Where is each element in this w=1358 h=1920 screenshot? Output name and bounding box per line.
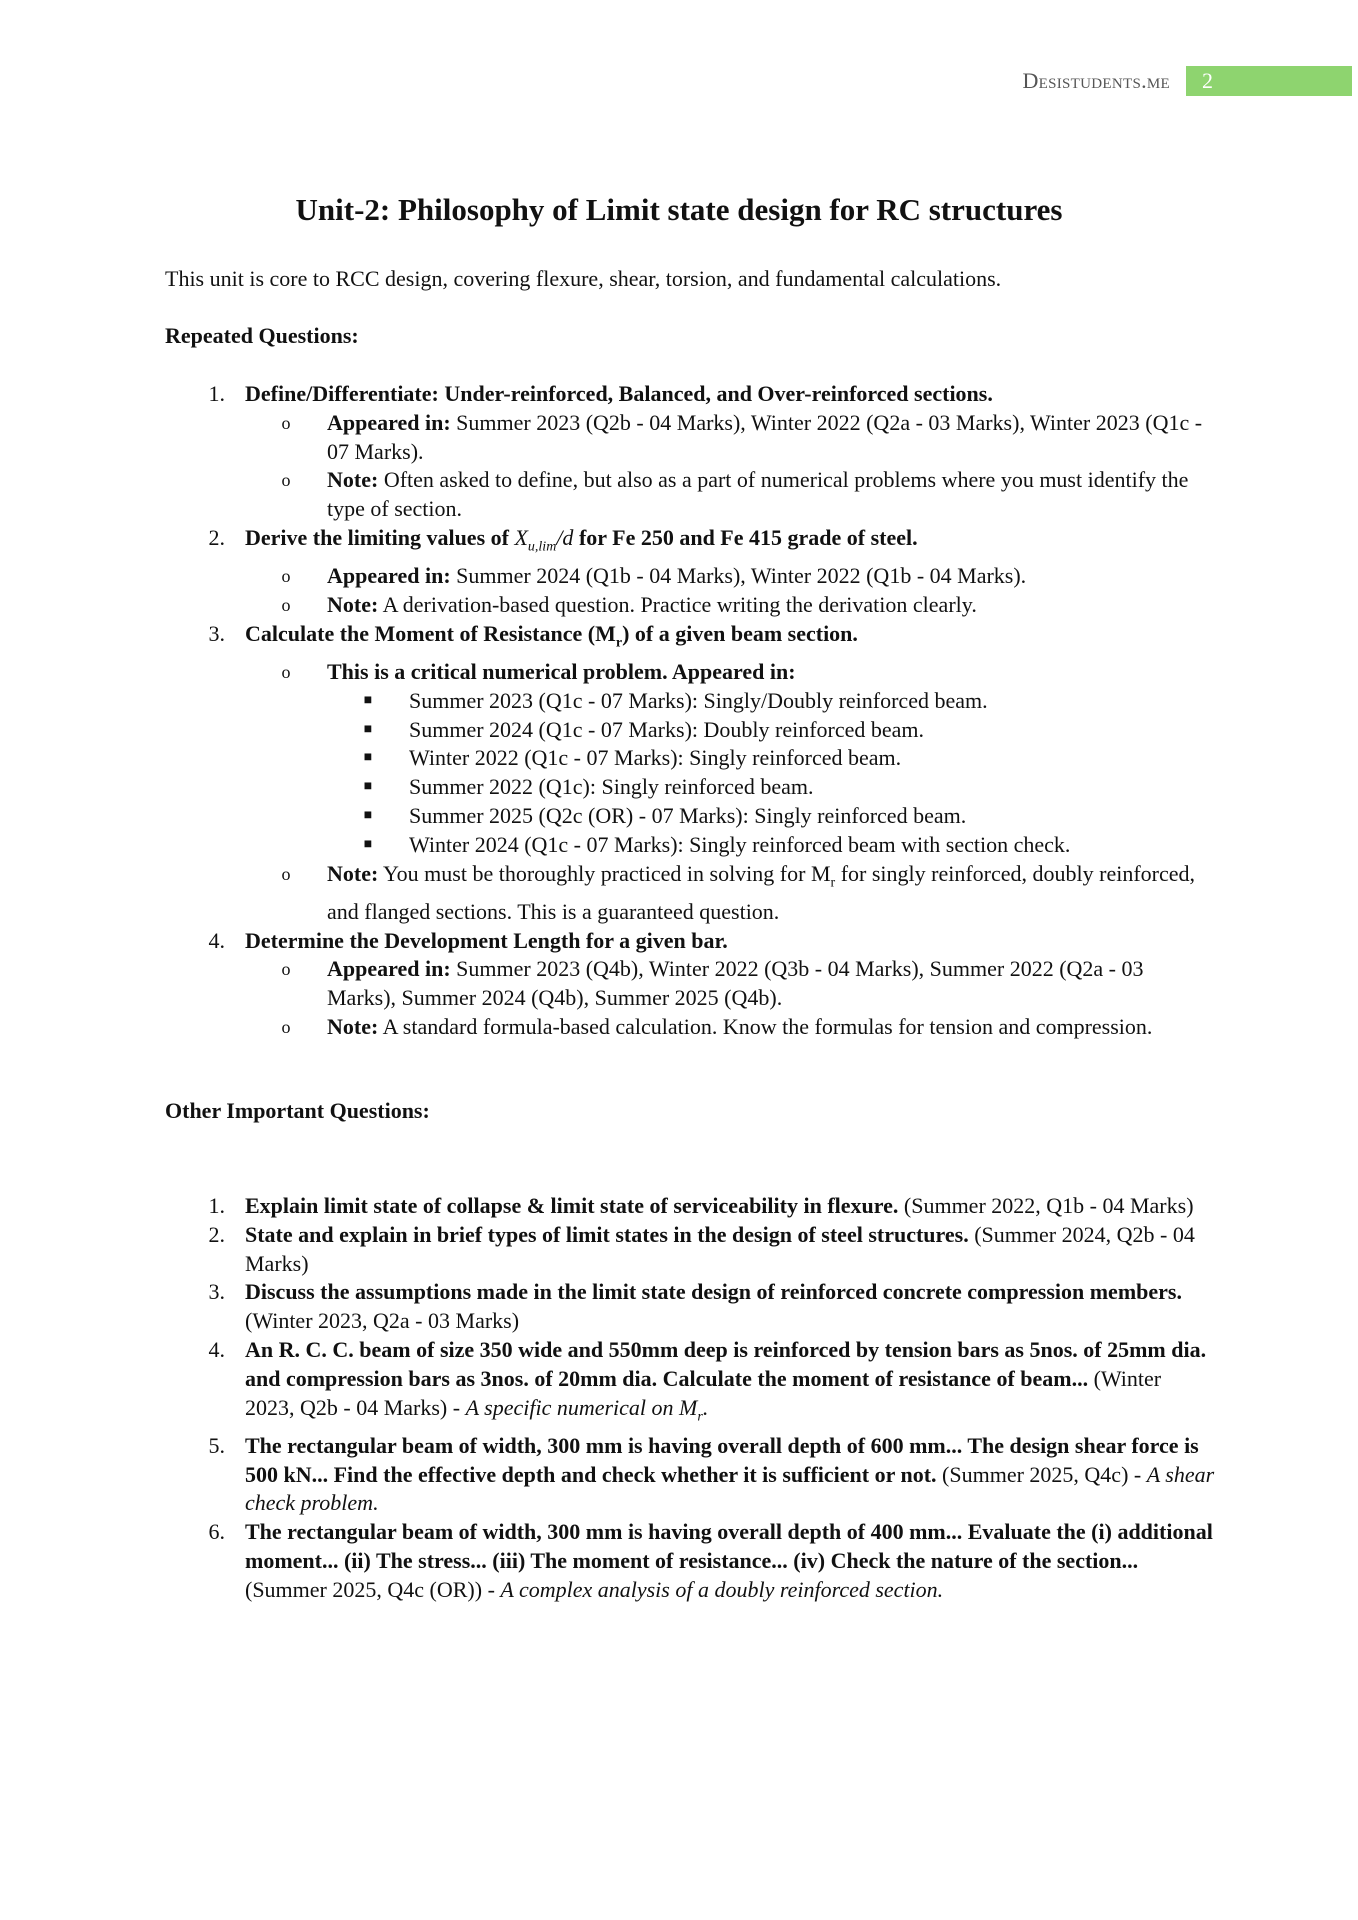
circle-bullet-icon: o <box>281 863 291 884</box>
circle-bullet-icon: o <box>281 470 291 491</box>
list-item <box>165 1518 1215 1604</box>
question-title: Derive the limiting values of $X_{u,lim}/d$ for Fe 250 and Fe 415 grade of steel. <box>245 524 918 555</box>
sub-bullet <box>245 562 1215 591</box>
list-item <box>165 1432 1215 1518</box>
note-label: Note: <box>327 860 379 886</box>
sub-bullet <box>245 409 1215 467</box>
circle-bullet-icon: o <box>281 959 291 980</box>
note-text: A standard formula-based calculation. Know the formulas for tension and compression. <box>382 1013 1153 1039</box>
list-item <box>165 620 1215 927</box>
item-number: 6. <box>208 1519 225 1545</box>
question-text: State and explain in brief types of limit states in the design of steel structures. <box>245 1221 969 1247</box>
item-number: 2. <box>208 1221 225 1247</box>
note-label: Note: <box>327 1013 379 1039</box>
item-number: 1. <box>208 381 225 406</box>
critical-label: This is a critical numerical problem. Appeared in: <box>327 658 796 684</box>
question-comment: A complex analysis of a doubly reinforced section. <box>500 1576 944 1602</box>
circle-bullet-icon: o <box>281 1016 291 1037</box>
repeated-heading: Repeated Questions: <box>165 323 359 348</box>
question-ref: (Winter 2023, Q2a - 03 Marks) <box>245 1308 520 1334</box>
square-bullet-icon: ■ <box>363 807 373 823</box>
occurrence-item: ■ Winter 2024 (Q1c - 07 Marks): Singly reinforced beam with section check. <box>327 831 1215 860</box>
question-text: Discuss the assumptions made in the limit state design of reinforced concrete compression members. <box>245 1279 1182 1305</box>
question-ref: (Summer 2024, Q2b - 04 Marks) <box>245 1221 1195 1276</box>
item-number: 2. <box>208 524 225 550</box>
question-comment: A specific numerical on $M_r$. <box>465 1394 709 1424</box>
question-ref: (Summer 2025, Q4c) - <box>936 1461 1147 1487</box>
note-label: Note: <box>327 591 379 617</box>
list-item <box>165 1192 1215 1221</box>
other-heading: Other Important Questions: <box>165 1098 430 1123</box>
question-comment: A shear check problem. <box>245 1461 1215 1516</box>
sub-bullet <box>245 466 1215 524</box>
repeated-questions-list <box>165 380 1215 1042</box>
square-bullet-icon: ■ <box>363 692 373 708</box>
appeared-label: Appeared in: <box>327 956 451 982</box>
appeared-text: Summer 2023 (Q4b), Winter 2022 (Q3b - 04 Marks), Summer 2022 (Q2a - 03 Marks), Summer 2024 (Q4b), Summer 2025 (Q4b). <box>327 956 1144 1011</box>
occurrence-item: ■ Summer 2023 (Q1c - 07 Marks): Singly/Doubly reinforced beam. <box>327 687 1215 716</box>
square-bullet-icon: ■ <box>363 779 373 795</box>
occurrence-item: ■ Winter 2022 (Q1c - 07 Marks): Singly reinforced beam. <box>327 744 1215 773</box>
note-text: Often asked to define, but also as a part of numerical problems where you must identify the type of section. <box>327 467 1189 522</box>
appeared-label: Appeared in: <box>327 563 451 589</box>
other-questions-list <box>165 1192 1215 1605</box>
question-text: The rectangular beam of width, 300 mm is having overall depth of 400 mm... Evaluate the (i) additional moment... (ii) The stress... (iii) The moment of resistance... (iv) Check the nature of the section... <box>245 1519 1213 1573</box>
sub-bullet: o Note: You must be thoroughly practiced in solving for $M_r$ for singly reinforced, doubly reinforced, and flanged sections. This is a guaranteed question. <box>245 860 1215 927</box>
occurrence-item: ■ Summer 2025 (Q2c (OR) - 07 Marks): Singly reinforced beam. <box>327 802 1215 831</box>
circle-bullet-icon: o <box>281 594 291 615</box>
appeared-text: Summer 2023 (Q2b - 04 Marks), Winter 2022 (Q2a - 03 Marks), Winter 2023 (Q1c - 07 Marks). <box>327 409 1203 464</box>
question-ref: (Summer 2025, Q4c (OR)) - <box>245 1576 501 1602</box>
item-number: 3. <box>208 1279 225 1305</box>
square-bullet-icon: ■ <box>363 836 373 852</box>
appeared-label: Appeared in: <box>327 409 451 435</box>
intro-paragraph: This unit is core to RCC design, covering flexure, shear, torsion, and fundamental calculations. <box>165 266 1002 291</box>
square-bullet-icon: ■ <box>363 750 373 766</box>
list-item <box>165 1278 1215 1336</box>
appeared-text: Summer 2024 (Q1b - 04 Marks), Winter 2022 (Q1b - 04 Marks). <box>456 563 1027 589</box>
question-title: Calculate the Moment of Resistance $(M_r)$ of a given beam section. <box>245 620 858 651</box>
item-number: 4. <box>208 927 225 953</box>
question-text: Explain limit state of collapse & limit state of serviceability in flexure. <box>245 1193 899 1218</box>
square-bullet-icon: ■ <box>363 721 373 737</box>
question-ref: (Summer 2022, Q1b - 04 Marks) <box>898 1193 1194 1218</box>
occurrence-item: ■ Summer 2022 (Q1c): Singly reinforced beam. <box>327 773 1215 802</box>
note-text: A derivation-based question. Practice writing the derivation clearly. <box>382 591 977 617</box>
page-number: 2 <box>1186 66 1352 96</box>
question-ref: (Winter 2023, Q2b - 04 Marks) - <box>245 1365 1162 1420</box>
item-number: 5. <box>208 1432 225 1458</box>
list-item <box>165 524 1215 620</box>
item-number: 3. <box>208 620 225 646</box>
question-text: The rectangular beam of width, 300 mm is having overall depth of 600 mm... The design shear force is 500 kN... Find the effective depth and check whether it is sufficient or not. <box>245 1432 1199 1487</box>
question-title: Determine the Development Length for a given bar. <box>245 927 728 953</box>
sub-bullet <box>245 591 1215 620</box>
circle-bullet-icon: o <box>281 566 291 587</box>
occurrence-item: ■ Summer 2024 (Q1c - 07 Marks): Doubly reinforced beam. <box>327 716 1215 745</box>
site-brand: Desistudents.me <box>1022 68 1170 93</box>
question-title: Define/Differentiate: Under-reinforced, Balanced, and Over-reinforced sections. <box>245 381 993 406</box>
list-item <box>165 380 1215 524</box>
list-item <box>165 1221 1215 1279</box>
list-item <box>165 1336 1215 1432</box>
circle-bullet-icon: o <box>281 661 291 682</box>
sub-bullet <box>245 1013 1215 1042</box>
page-header <box>1022 66 1358 96</box>
sub-bullet <box>245 955 1215 1013</box>
list-item <box>165 927 1215 1042</box>
question-text: An R. C. C. beam of size 350 wide and 550mm deep is reinforced by tension bars as 5nos. of 25mm dia. and compression bars as 3nos. of 20mm dia. Calculate the moment of resistance of beam... <box>245 1336 1207 1391</box>
circle-bullet-icon: o <box>281 412 291 433</box>
sub-bullet <box>245 658 1215 687</box>
item-number: 4. <box>208 1336 225 1362</box>
note-label: Note: <box>327 467 379 493</box>
item-number: 1. <box>208 1193 225 1218</box>
page-title: Unit-2: Philosophy of Limit state design for RC structures <box>295 192 1063 227</box>
